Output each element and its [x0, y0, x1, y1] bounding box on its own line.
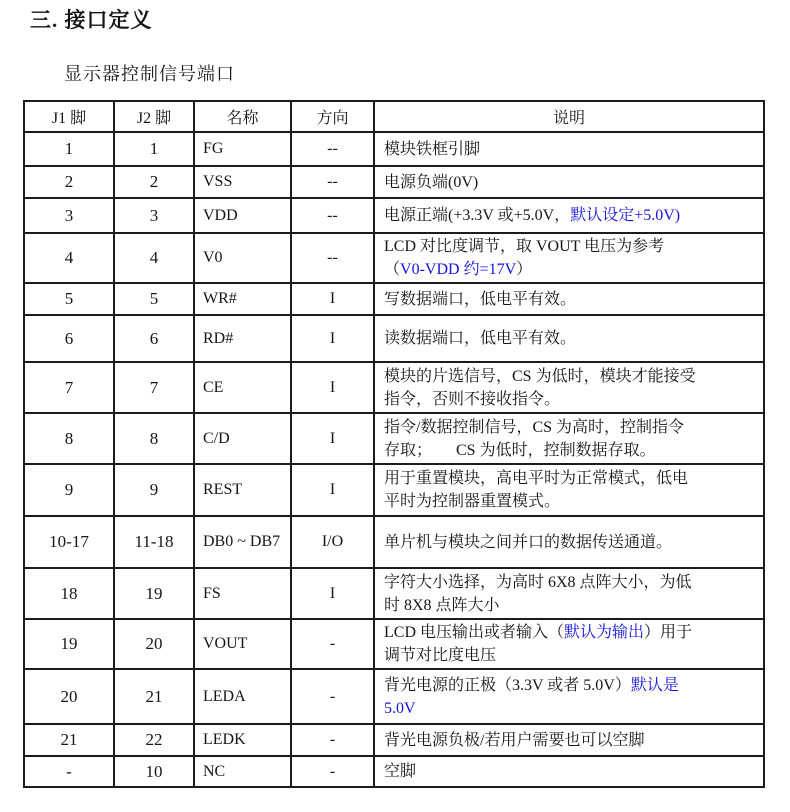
- direction-cell: --: [291, 233, 374, 283]
- description-text: （: [384, 261, 401, 278]
- description-line: [384, 490, 757, 513]
- j2-pin-cell: 11-18: [114, 516, 194, 568]
- description-text: 空脚: [384, 763, 417, 780]
- description-cell: [374, 568, 764, 619]
- description-cell: [374, 283, 764, 315]
- signal-name-cell: NC: [194, 756, 291, 787]
- table-row: [24, 132, 764, 166]
- default-value-highlight: 默认为输出: [564, 624, 645, 641]
- j1-pin-cell: 8: [24, 413, 114, 464]
- table-row: [24, 198, 764, 233]
- column-header-description: 说明: [374, 101, 764, 132]
- description-line: [384, 439, 757, 462]
- direction-cell: I: [291, 464, 374, 516]
- description-text: 电源正端(+3.3V 或+5.0V，: [384, 207, 571, 224]
- description-text: 电源负端(0V): [384, 173, 479, 191]
- j1-pin-cell: 10-17: [24, 516, 114, 568]
- signal-name-cell: LEDA: [194, 669, 291, 724]
- table-row: [24, 464, 764, 516]
- description-text: ）用于: [644, 624, 693, 641]
- signal-name-cell: FS: [194, 568, 291, 619]
- j2-pin-cell: 8: [114, 413, 194, 464]
- default-value-highlight: V0-VDD 约=17V: [400, 261, 517, 278]
- table-row: [24, 233, 764, 283]
- description-text: 用于重置模块，高电平时为正常模式，低电: [384, 470, 689, 487]
- description-text: ）: [516, 261, 533, 278]
- description-text: 指令，否则不接收指令。: [384, 390, 561, 408]
- table-row: [24, 619, 764, 669]
- description-text: 平时为控制器重置模式。: [384, 493, 561, 510]
- signal-name-cell: REST: [194, 464, 291, 516]
- j2-pin-cell: 6: [114, 315, 194, 362]
- description-text: 模块铁框引脚: [384, 140, 481, 158]
- signal-name-cell: RD#: [194, 315, 291, 362]
- description-text: LCD 电压输出或者输入（: [384, 624, 565, 641]
- j1-pin-cell: 4: [24, 233, 114, 283]
- direction-cell: --: [291, 166, 374, 198]
- description-line: [384, 138, 757, 161]
- j1-pin-cell: 3: [24, 198, 114, 233]
- table-row: [24, 756, 764, 787]
- j1-pin-cell: 1: [24, 132, 114, 166]
- direction-cell: I: [291, 283, 374, 315]
- description-text: LCD 对比度调节，取 VOUT 电压为参考: [384, 238, 665, 255]
- j2-pin-cell: 20: [114, 619, 194, 669]
- j2-pin-cell: 7: [114, 362, 194, 413]
- description-line: [384, 729, 757, 752]
- direction-cell: -: [291, 724, 374, 756]
- description-line: [384, 204, 757, 227]
- description-text: 存取； CS 为低时，控制数据存取。: [384, 441, 656, 459]
- j1-pin-cell: 20: [24, 669, 114, 724]
- description-text: 背光电源负极/若用户需要也可以空脚: [384, 731, 645, 749]
- signal-name-cell: DB0 ~ DB7: [194, 516, 291, 568]
- table-row: [24, 724, 764, 756]
- description-cell: [374, 724, 764, 756]
- description-line: [384, 365, 757, 388]
- signal-name-cell: LEDK: [194, 724, 291, 756]
- direction-cell: -: [291, 669, 374, 724]
- description-line: [384, 258, 757, 281]
- direction-cell: I: [291, 413, 374, 464]
- description-cell: [374, 619, 764, 669]
- signal-name-cell: V0: [194, 233, 291, 283]
- description-line: [384, 327, 757, 350]
- description-line: [384, 571, 757, 594]
- column-header-name: 名称: [194, 101, 291, 132]
- default-value-highlight: 默认设定+5.0V): [570, 207, 681, 224]
- description-line: [384, 171, 757, 194]
- description-line: [384, 288, 757, 311]
- j2-pin-cell: 2: [114, 166, 194, 198]
- description-line: [384, 416, 757, 439]
- description-line: [384, 760, 757, 783]
- description-cell: [374, 413, 764, 464]
- description-text: 读数据端口，低电平有效。: [384, 330, 577, 347]
- description-line: [384, 697, 757, 720]
- signal-name-cell: CE: [194, 362, 291, 413]
- pin-definition-table: [23, 100, 765, 788]
- description-text: 模块的片选信号，CS 为低时，模块才能接受: [384, 367, 696, 385]
- description-text: 写数据端口，低电平有效。: [384, 290, 577, 308]
- direction-cell: I: [291, 315, 374, 362]
- description-cell: [374, 464, 764, 516]
- description-line: [384, 674, 757, 697]
- description-text: 调节对比度电压: [384, 647, 497, 664]
- table-row: [24, 568, 764, 619]
- description-text: 时 8X8 点阵大小: [384, 596, 500, 614]
- description-cell: [374, 198, 764, 233]
- description-cell: [374, 362, 764, 413]
- j1-pin-cell: 9: [24, 464, 114, 516]
- table-row: [24, 413, 764, 464]
- j1-pin-cell: 21: [24, 724, 114, 756]
- j2-pin-cell: 3: [114, 198, 194, 233]
- direction-cell: --: [291, 132, 374, 166]
- signal-name-cell: FG: [194, 132, 291, 166]
- j2-pin-cell: 22: [114, 724, 194, 756]
- j2-pin-cell: 5: [114, 283, 194, 315]
- j1-pin-cell: 7: [24, 362, 114, 413]
- direction-cell: I: [291, 362, 374, 413]
- header-row: [24, 101, 764, 132]
- description-text: 背光电源的正极（3.3V 或者 5.0V）: [384, 676, 631, 694]
- j1-pin-cell: 19: [24, 619, 114, 669]
- description-cell: [374, 233, 764, 283]
- table-caption: 显示器控制信号端口: [64, 64, 235, 84]
- table-body: [24, 132, 764, 787]
- description-cell: [374, 516, 764, 568]
- signal-name-cell: VSS: [194, 166, 291, 198]
- table-row: [24, 669, 764, 724]
- column-header-j1: J1 脚: [24, 101, 114, 132]
- direction-cell: I: [291, 568, 374, 619]
- direction-cell: -: [291, 619, 374, 669]
- table-row: [24, 516, 764, 568]
- description-cell: [374, 166, 764, 198]
- description-text: 指令/数据控制信号，CS 为高时，控制指令: [384, 418, 685, 436]
- description-line: [384, 235, 757, 258]
- direction-cell: --: [291, 198, 374, 233]
- description-line: [384, 467, 757, 490]
- description-cell: [374, 132, 764, 166]
- description-cell: [374, 315, 764, 362]
- table-row: [24, 283, 764, 315]
- signal-name-cell: C/D: [194, 413, 291, 464]
- description-line: [384, 594, 757, 617]
- default-value-highlight: 默认是: [630, 676, 679, 694]
- j2-pin-cell: 9: [114, 464, 194, 516]
- j2-pin-cell: 1: [114, 132, 194, 166]
- column-header-direction: 方向: [291, 101, 374, 132]
- j2-pin-cell: 19: [114, 568, 194, 619]
- table-row: [24, 166, 764, 198]
- description-line: [384, 388, 757, 411]
- section-title: 三. 接口定义: [30, 8, 153, 32]
- direction-cell: I/O: [291, 516, 374, 568]
- description-line: [384, 621, 757, 644]
- description-text: 单片机与模块之间并口的数据传送通道。: [384, 533, 673, 551]
- j2-pin-cell: 21: [114, 669, 194, 724]
- signal-name-cell: VOUT: [194, 619, 291, 669]
- table-row: [24, 315, 764, 362]
- j1-pin-cell: 5: [24, 283, 114, 315]
- table-header: [24, 101, 764, 132]
- signal-name-cell: VDD: [194, 198, 291, 233]
- j1-pin-cell: 18: [24, 568, 114, 619]
- signal-name-cell: WR#: [194, 283, 291, 315]
- description-cell: [374, 756, 764, 787]
- description-line: [384, 644, 757, 667]
- description-text: 字符大小选择，为高时 6X8 点阵大小，为低: [384, 573, 692, 591]
- column-header-j2: J2 脚: [114, 101, 194, 132]
- j1-pin-cell: -: [24, 756, 114, 787]
- table-row: [24, 362, 764, 413]
- j2-pin-cell: 10: [114, 756, 194, 787]
- direction-cell: -: [291, 756, 374, 787]
- j2-pin-cell: 4: [114, 233, 194, 283]
- description-cell: [374, 669, 764, 724]
- j1-pin-cell: 6: [24, 315, 114, 362]
- j1-pin-cell: 2: [24, 166, 114, 198]
- description-line: [384, 531, 757, 554]
- default-value-highlight: 5.0V: [384, 699, 416, 717]
